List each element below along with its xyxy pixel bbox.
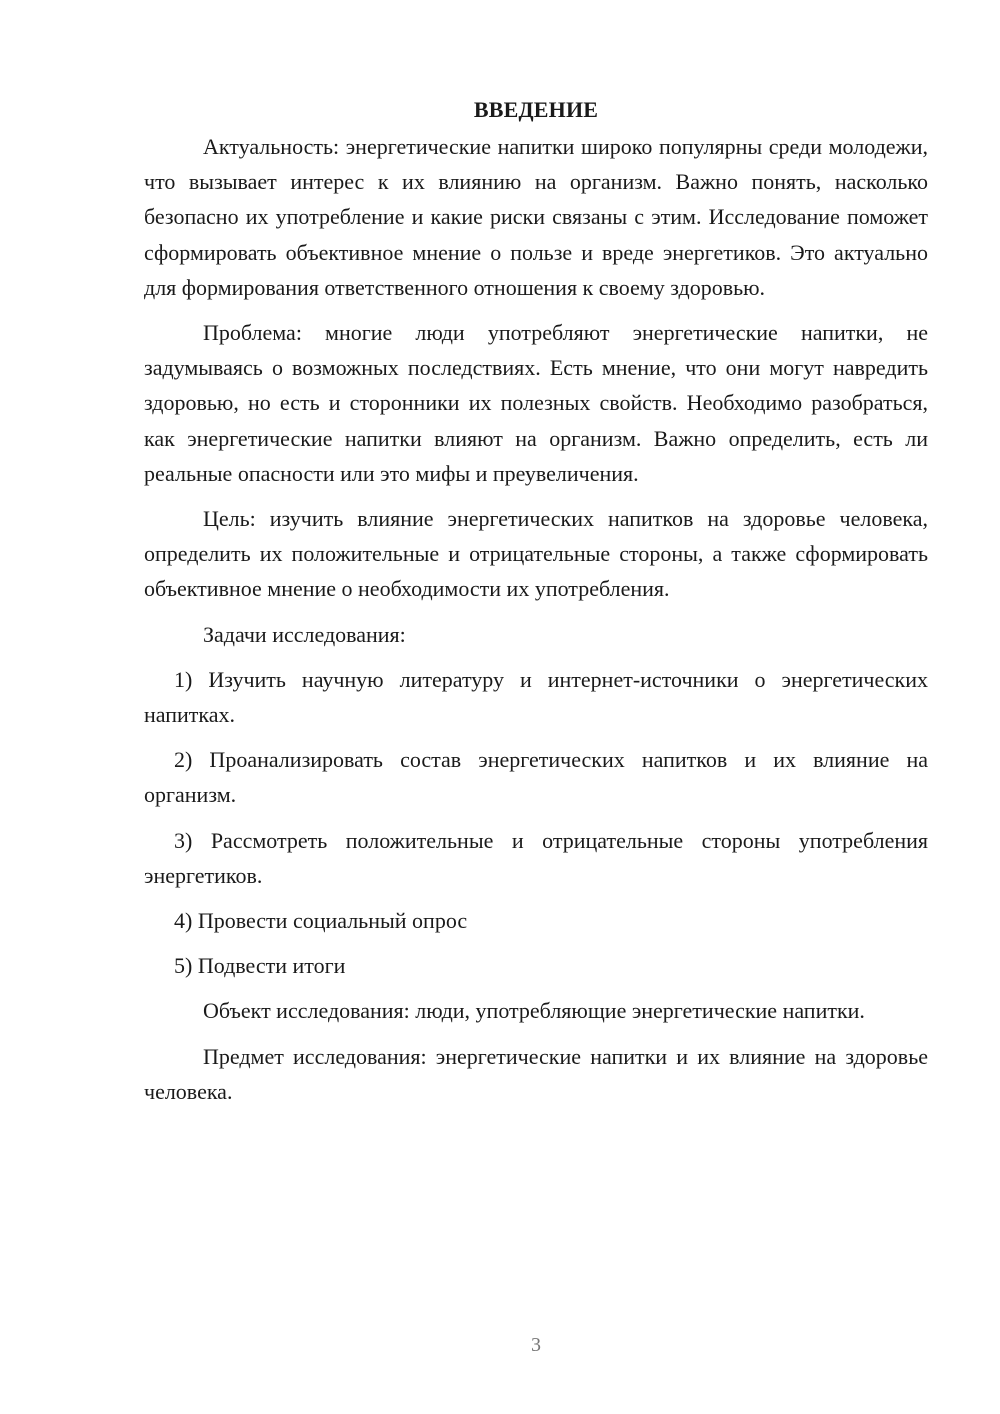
paragraph-relevance: Актуальность: энергетические напитки широко популярны среди молодежи, что вызывает интерес к их влиянию на организм. Важно понять, насколько безопасно их употребление и какие риски связаны с этим. Исследование поможет сформировать объективное мнение о пользе и вреде энергетиков. Это актуально для формирования ответственного отношения к своему здоровью. xyxy=(144,134,928,300)
document-page xyxy=(144,92,928,1119)
paragraph-tasks-heading: Задачи исследования: xyxy=(203,621,406,647)
task-item-1: 1) Изучить научную литературу и интернет-источники о энергетических напитках. xyxy=(144,666,928,728)
task-item-2: 2) Проанализировать состав энергетических напитков и их влияние на организм. xyxy=(144,747,928,808)
task-item-5: 5) Подвести итоги xyxy=(174,953,346,979)
paragraph-subject: Предмет исследования: энергетические напитки и их влияние на здоровье человека. xyxy=(144,1043,928,1104)
paragraph-problem: Проблема: многие люди употребляют энергетические напитки, не задумываясь о возможных последствиях. Есть мнение, что они могут навредить здоровью, но есть и сторонники их полезных свойств. Необходимо разобраться, как энергетические напитки влияют на организм. Важно определить, есть ли реальные опасности или это мифы и преувеличения. xyxy=(144,320,928,486)
paragraph-goal: Цель: изучить влияние энергетических напитков на здоровье человека, определить их положительные и отрицательные стороны, а также сформировать объективное мнение о необходимости их употребления. xyxy=(144,506,928,602)
paragraph-object: Объект исследования: люди, употребляющие энергетические напитки. xyxy=(203,998,865,1024)
page-title: ВВЕДЕНИЕ xyxy=(473,97,599,122)
task-item-3: 3) Рассмотреть положительные и отрицательные стороны употребления энергетиков. xyxy=(144,827,928,888)
page-number: 3 xyxy=(531,1334,541,1356)
task-item-4: 4) Провести социальный опрос xyxy=(174,908,468,934)
